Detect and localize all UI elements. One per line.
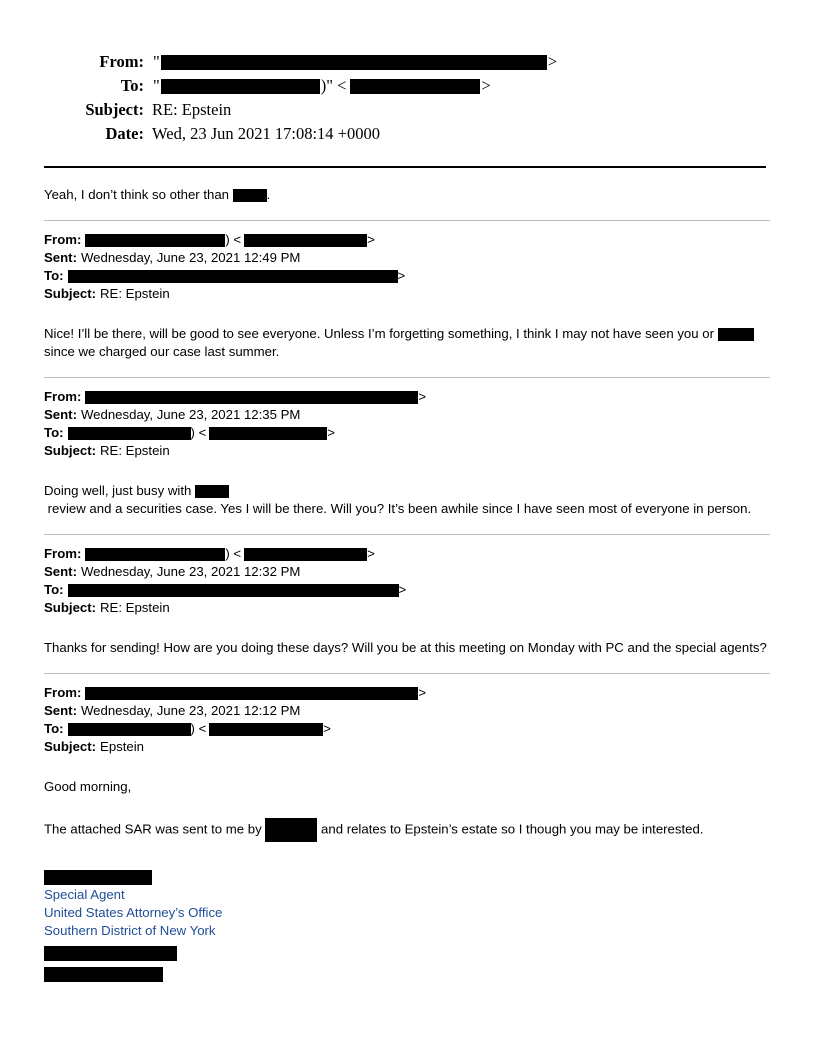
to-bracket: > — [327, 425, 335, 440]
email-header — [44, 52, 768, 144]
to-value — [152, 76, 492, 96]
sent-label: Sent: — [44, 250, 77, 265]
redaction-bar — [161, 55, 547, 70]
header-divider — [44, 166, 766, 168]
sent-label: Sent: — [44, 564, 77, 579]
to-label: To: — [120, 76, 144, 95]
signature-title: Special Agent — [44, 887, 125, 902]
sent-value: Wednesday, June 23, 2021 12:12 PM — [80, 703, 301, 718]
message-2-body — [44, 482, 768, 518]
message-separator — [44, 220, 770, 221]
subject-label: Subject: — [44, 739, 97, 754]
sent-label: Sent: — [44, 703, 77, 718]
header-row-from — [44, 52, 768, 72]
date-label: Date: — [105, 124, 144, 143]
redaction-bar — [68, 723, 191, 736]
to-separator: ) < — [190, 721, 207, 736]
to-separator: ) < — [190, 425, 207, 440]
from-bracket: > — [418, 685, 427, 700]
redaction-bar — [68, 270, 398, 283]
sent-value: Wednesday, June 23, 2021 12:32 PM — [80, 564, 301, 579]
message-1-from — [44, 231, 768, 249]
header-row-to — [44, 76, 768, 96]
message-3-body: Thanks for sending! How are you doing these days? Will you be at this meeting on Monday with PC and the special agents? — [44, 640, 767, 655]
to-quote: " — [153, 76, 160, 95]
redaction-bar — [161, 79, 320, 94]
message-1-text-before: Nice! I’ll be there, will be good to see everyone. Unless I’m forgetting something, I think I may not have seen you or — [44, 326, 718, 341]
subject-label: Subject: — [44, 600, 97, 615]
email-body — [44, 186, 768, 983]
redaction-bar — [244, 234, 367, 247]
message-2-subject — [44, 442, 768, 460]
sent-value: Wednesday, June 23, 2021 12:49 PM — [80, 250, 301, 265]
subject-label: Subject: — [44, 443, 97, 458]
signature-block — [44, 864, 768, 983]
message-4-to — [44, 720, 768, 738]
message-separator — [44, 673, 770, 674]
redaction-bar — [350, 79, 480, 94]
signature-contact-redacted-1 — [44, 944, 768, 962]
redaction-bar — [44, 946, 177, 961]
to-bracket: > — [398, 582, 407, 597]
signature-name-redacted — [44, 868, 768, 886]
message-2-sent — [44, 406, 768, 424]
subject-value: RE: Epstein — [100, 600, 170, 615]
signature-lines — [44, 886, 768, 940]
sent-label: Sent: — [44, 407, 77, 422]
redaction-bar — [68, 584, 399, 597]
redaction-bar — [209, 427, 327, 440]
redaction-bar — [195, 485, 229, 498]
message-3-subject — [44, 599, 768, 617]
message-4-text-after: and relates to Epstein’s estate so I though you may be interested. — [317, 821, 704, 837]
message-3-to — [44, 581, 768, 599]
from-bracket: > — [367, 546, 375, 561]
header-row-date — [44, 124, 768, 144]
to-label: To: — [44, 721, 64, 736]
message-3-sent — [44, 563, 768, 581]
message-1-to — [44, 267, 768, 285]
from-separator: ) < — [225, 546, 242, 561]
signature-contact-redacted-2 — [44, 965, 768, 983]
message-3-meta — [44, 545, 768, 617]
from-label: From: — [99, 52, 144, 71]
redaction-bar — [44, 967, 163, 982]
message-2-meta — [44, 388, 768, 460]
signature-org-2: Southern District of New York — [44, 923, 216, 938]
from-label: From: — [44, 389, 82, 404]
message-4-sent — [44, 702, 768, 720]
from-bracket: > — [547, 52, 558, 71]
redaction-bar — [85, 234, 225, 247]
redaction-bar — [85, 548, 225, 561]
subject-value: Epstein — [100, 739, 145, 754]
message-1-subject — [44, 285, 768, 303]
message-4-text-before: The attached SAR was sent to me by — [44, 821, 266, 837]
subject-label: Subject: — [44, 286, 97, 301]
message-2-to — [44, 424, 768, 442]
message-1-sent — [44, 249, 768, 267]
redaction-bar — [265, 818, 317, 842]
date-value: Wed, 23 Jun 2021 17:08:14 +0000 — [152, 124, 380, 143]
redaction-bar — [233, 189, 267, 202]
to-bracket: > — [323, 721, 331, 736]
to-label: To: — [44, 425, 64, 440]
message-0-text-before: Yeah, I don’t think so other than — [44, 187, 233, 202]
message-2-from — [44, 388, 768, 406]
signature-org-1: United States Attorney’s Office — [44, 905, 223, 920]
from-value — [152, 52, 558, 72]
redaction-bar — [244, 548, 367, 561]
subject-label: Subject: — [85, 100, 144, 119]
message-3-from — [44, 545, 768, 563]
redaction-bar — [68, 427, 191, 440]
message-2-text-before: Doing well, just busy with — [44, 483, 195, 498]
to-separator: )" < — [320, 76, 347, 95]
message-0-body — [44, 186, 768, 204]
message-1-body — [44, 325, 768, 361]
redaction-bar — [85, 391, 418, 404]
redaction-bar — [44, 870, 152, 885]
message-0-text-after: . — [266, 187, 271, 202]
message-1-text-after: since we charged our case last summer. — [44, 344, 280, 359]
header-row-subject — [44, 100, 768, 120]
message-1-meta — [44, 231, 768, 303]
message-2-text-after: review and a securities case. Yes I will be there. Will you? It’s been awhile since I have seen most of everyone in person. — [44, 501, 752, 516]
redaction-bar — [209, 723, 323, 736]
to-bracket: > — [481, 76, 491, 95]
from-label: From: — [44, 685, 82, 700]
to-bracket: > — [397, 268, 406, 283]
from-separator: ) < — [225, 232, 242, 247]
message-4-from — [44, 684, 768, 702]
subject-value: RE: Epstein — [152, 100, 232, 119]
from-bracket: > — [367, 232, 375, 247]
to-label: To: — [44, 582, 64, 597]
message-4-meta — [44, 684, 768, 756]
redaction-bar — [718, 328, 754, 341]
message-separator — [44, 534, 770, 535]
sent-value: Wednesday, June 23, 2021 12:35 PM — [80, 407, 301, 422]
from-label: From: — [44, 232, 82, 247]
from-quote: " — [153, 52, 160, 71]
message-separator — [44, 377, 770, 378]
subject-value: RE: Epstein — [100, 286, 170, 301]
redaction-bar — [85, 687, 418, 700]
from-bracket: > — [418, 389, 427, 404]
message-4-body — [44, 818, 768, 842]
to-label: To: — [44, 268, 64, 283]
message-4-greeting: Good morning, — [44, 779, 132, 794]
subject-value: RE: Epstein — [100, 443, 170, 458]
from-label: From: — [44, 546, 82, 561]
message-4-subject — [44, 738, 768, 756]
